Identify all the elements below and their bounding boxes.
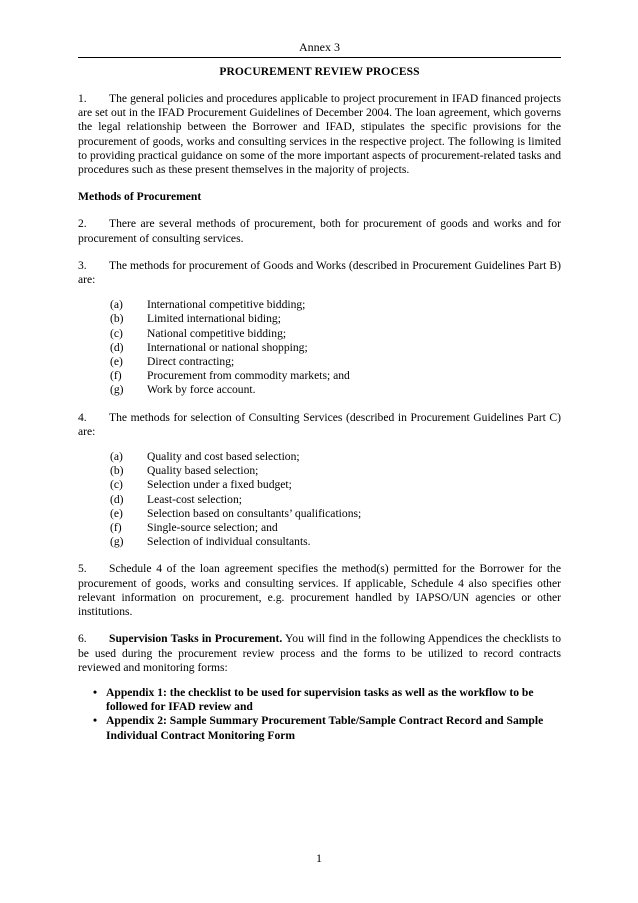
list-text: Selection based on consultants’ qualifications; xyxy=(147,506,362,520)
paragraph-number: 2. xyxy=(78,217,87,231)
paragraph-text: The methods for procurement of Goods and Works (described in Procurement Guidelines Part B) are: xyxy=(78,258,561,287)
list-text: Appendix 2: Sample Summary Procurement Table/Sample Contract Record and Sample Individual Contract Monitoring Form xyxy=(106,714,544,742)
paragraph-6 xyxy=(78,632,561,675)
list-item xyxy=(110,535,561,549)
list-text: Selection of individual consultants. xyxy=(147,535,311,549)
list-letter: (f) xyxy=(110,521,122,535)
page-number: 1 xyxy=(316,851,322,865)
paragraph-number: 4. xyxy=(78,410,87,424)
list-letter: (c) xyxy=(110,326,123,340)
paragraph-text: The methods for selection of Consulting Services (described in Procurement Guidelines Part C) are: xyxy=(78,410,561,438)
list-item xyxy=(110,478,561,492)
paragraph-number: 3. xyxy=(78,258,87,272)
bullet-icon: • xyxy=(93,714,98,728)
list-letter: (a) xyxy=(110,450,123,464)
paragraph-number: 1. xyxy=(78,92,87,105)
list-item xyxy=(110,507,561,521)
list-letter: (f) xyxy=(110,369,122,383)
list-item xyxy=(110,327,561,341)
list-item xyxy=(110,341,561,355)
appendices-list xyxy=(78,686,561,743)
paragraph-3 xyxy=(78,259,561,287)
list-item xyxy=(110,298,561,312)
list-text: Single-source selection; and xyxy=(147,521,278,535)
list-letter: (a) xyxy=(110,298,123,312)
list-letter: (e) xyxy=(110,506,123,520)
list-letter: (g) xyxy=(110,535,124,549)
goods-methods-list xyxy=(78,298,561,397)
paragraph-text: You will find in the following Appendices the checklists to be used during the procurement review process and the forms to be utilized to record contracts reviewed and monitoring forms: xyxy=(78,632,561,674)
bullet-icon: • xyxy=(93,685,98,699)
header-rule xyxy=(78,57,561,58)
list-letter: (d) xyxy=(110,340,124,354)
list-item xyxy=(110,521,561,535)
paragraph-5 xyxy=(78,562,561,619)
list-text: Least-cost selection; xyxy=(147,492,242,506)
list-text: International competitive bidding; xyxy=(147,298,306,312)
paragraph-lead: Supervision Tasks in Procurement. xyxy=(109,632,283,646)
list-letter: (d) xyxy=(110,492,124,506)
paragraph-2 xyxy=(78,217,561,245)
list-text: Quality based selection; xyxy=(147,464,259,478)
list-letter: (g) xyxy=(110,383,124,397)
list-text: National competitive bidding; xyxy=(147,326,287,340)
list-text: Appendix 1: the checklist to be used for supervision tasks as well as the workflow to be followed for IFAD review and xyxy=(106,685,534,714)
list-text: International or national shopping; xyxy=(147,340,308,354)
annex-header: Annex 3 xyxy=(299,40,340,54)
paragraph-4 xyxy=(78,411,561,439)
list-letter: (b) xyxy=(110,312,124,326)
consulting-methods-list xyxy=(78,450,561,549)
list-item xyxy=(93,714,561,742)
paragraph-1 xyxy=(78,92,561,177)
list-text: Quality and cost based selection; xyxy=(147,450,300,464)
list-letter: (b) xyxy=(110,464,124,478)
list-text: Direct contracting; xyxy=(147,355,235,369)
paragraph-number: 5. xyxy=(78,562,87,576)
list-text: Procurement from commodity markets; and xyxy=(147,369,350,383)
list-text: Selection under a fixed budget; xyxy=(147,478,292,492)
document-body xyxy=(78,92,561,743)
list-item xyxy=(110,493,561,507)
list-text: Work by force account. xyxy=(147,383,256,397)
list-item xyxy=(110,464,561,478)
list-item xyxy=(110,450,561,464)
list-item xyxy=(110,355,561,369)
section-heading: Methods of Procurement xyxy=(78,190,202,204)
list-item xyxy=(110,312,561,326)
list-item xyxy=(93,685,561,714)
list-item xyxy=(110,369,561,383)
paragraph-text: The general policies and procedures applicable to project procurement in IFAD financed projects are set out in the IFAD Procurement Guidelines of December 2004. The loan agreement, which governs the legal relationship between the Borrower and IFAD, stipulates the specific provisions for the procurement of goods, works and consulting services in the respective project. The following is limited to providing practical guidance on some of the more important aspects of procurement-related tasks and procedures such as these present themselves in the majority of projects. xyxy=(78,92,561,177)
list-letter: (c) xyxy=(110,478,123,492)
list-letter: (e) xyxy=(110,355,123,369)
list-item xyxy=(110,383,561,397)
paragraph-number: 6. xyxy=(78,632,87,646)
paragraph-text: Schedule 4 of the loan agreement specifies the method(s) permitted for the Borrower for the procurement of goods, works and consulting services. If applicable, Schedule 4 also specifies other relevant information on procurement, e.g. procurement handled by IAPSO/UN agencies or other institutions. xyxy=(78,562,561,619)
paragraph-text: There are several methods of procurement, both for procurement of goods and works and for procurement of consulting services. xyxy=(78,217,561,245)
list-text: Limited international biding; xyxy=(147,312,281,326)
document-title: PROCUREMENT REVIEW PROCESS xyxy=(219,66,420,78)
